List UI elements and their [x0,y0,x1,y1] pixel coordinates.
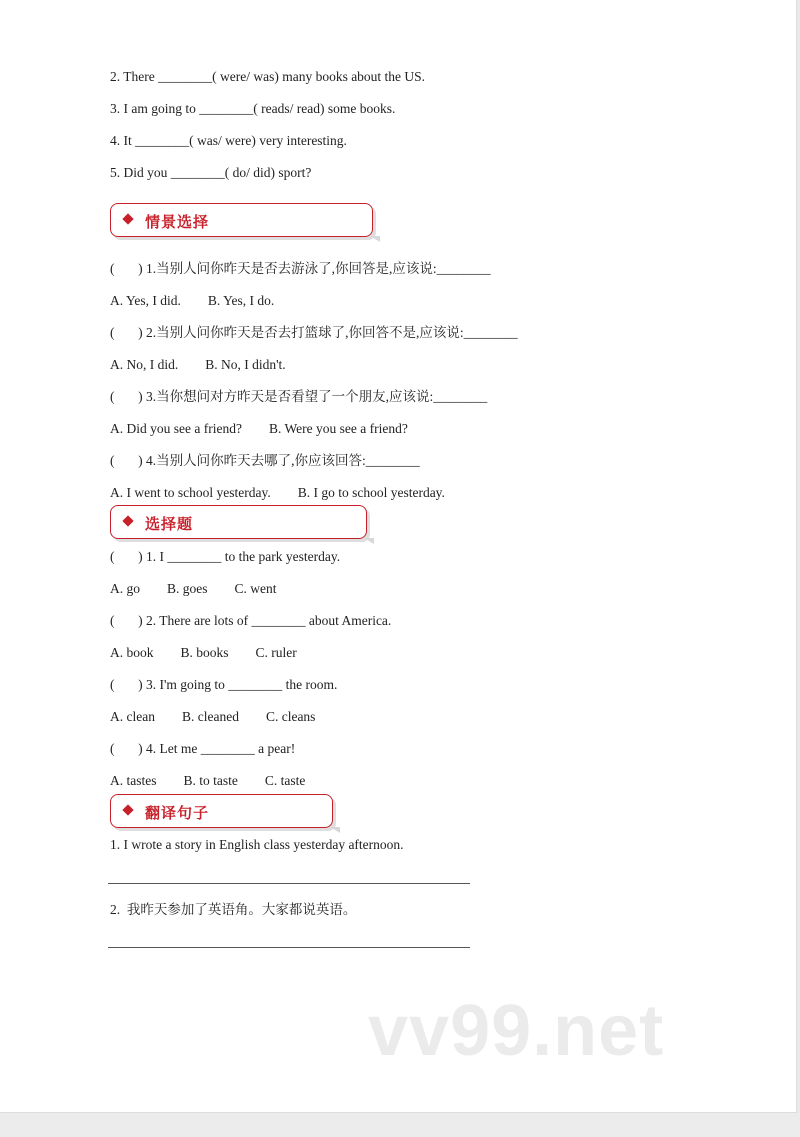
section-header-translation [110,794,333,828]
diamond-icon [122,213,133,224]
choice-q2-options: A. book B. books C. ruler [110,645,297,660]
scenario-q1: ( ) 1.当别人问你昨天是否去游泳了,你回答是,应该说:________ [110,261,491,276]
section-title: 翻译句子 [145,804,210,822]
scenario-q3-options: A. Did you see a friend? B. Were you see a friend? [110,421,408,436]
section-title: 选择题 [145,515,194,533]
choice-q1: ( ) 1. I ________ to the park yesterday. [110,549,341,564]
choice-q2: ( ) 2. There are lots of ________ about America. [110,613,392,628]
fill-blank-q4: 4. It ________( was/ were) very interesting. [110,133,347,148]
section-title: 情景选择 [145,213,210,231]
choice-q4-options: A. tastes B. to taste C. taste [110,773,306,788]
scenario-q3: ( ) 3.当你想问对方昨天是否看望了一个朋友,应该说:________ [110,389,488,404]
section-header-multiple-choice [110,505,367,539]
fill-blank-q5: 5. Did you ________( do/ did) sport? [110,165,312,180]
choice-q3: ( ) 3. I'm going to ________ the room. [110,677,338,692]
translation-q1: 1. I wrote a story in English class yesterday afternoon. [110,837,404,852]
choice-q3-options: A. clean B. cleaned C. cleans [110,709,316,724]
section-header-scenario-choice [110,203,373,237]
choice-q4: ( ) 4. Let me ________ a pear! [110,741,296,756]
answer-line-1[interactable] [108,883,470,884]
fill-blank-q2: 2. There ________( were/ was) many books about the US. [110,69,426,84]
fill-blank-q3: 3. I am going to ________( reads/ read) some books. [110,101,396,116]
scenario-q4: ( ) 4.当别人问你昨天去哪了,你应该回答:________ [110,453,420,468]
watermark: vv99.net [368,991,665,1071]
diamond-icon [122,804,133,815]
viewer-bottom-strip [0,1113,800,1137]
scenario-q1-options: A. Yes, I did. B. Yes, I do. [110,293,275,308]
choice-q1-options: A. go B. goes C. went [110,581,277,596]
answer-line-2[interactable] [108,947,470,948]
diamond-icon [122,515,133,526]
scenario-q4-options: A. I went to school yesterday. B. I go to school yesterday. [110,485,445,500]
scenario-q2-options: A. No, I did. B. No, I didn't. [110,357,286,372]
scenario-q2: ( ) 2.当别人问你昨天是否去打篮球了,你回答不是,应该说:________ [110,325,518,340]
translation-q2: 2. 我昨天参加了英语角。大家都说英语。 [110,902,357,917]
